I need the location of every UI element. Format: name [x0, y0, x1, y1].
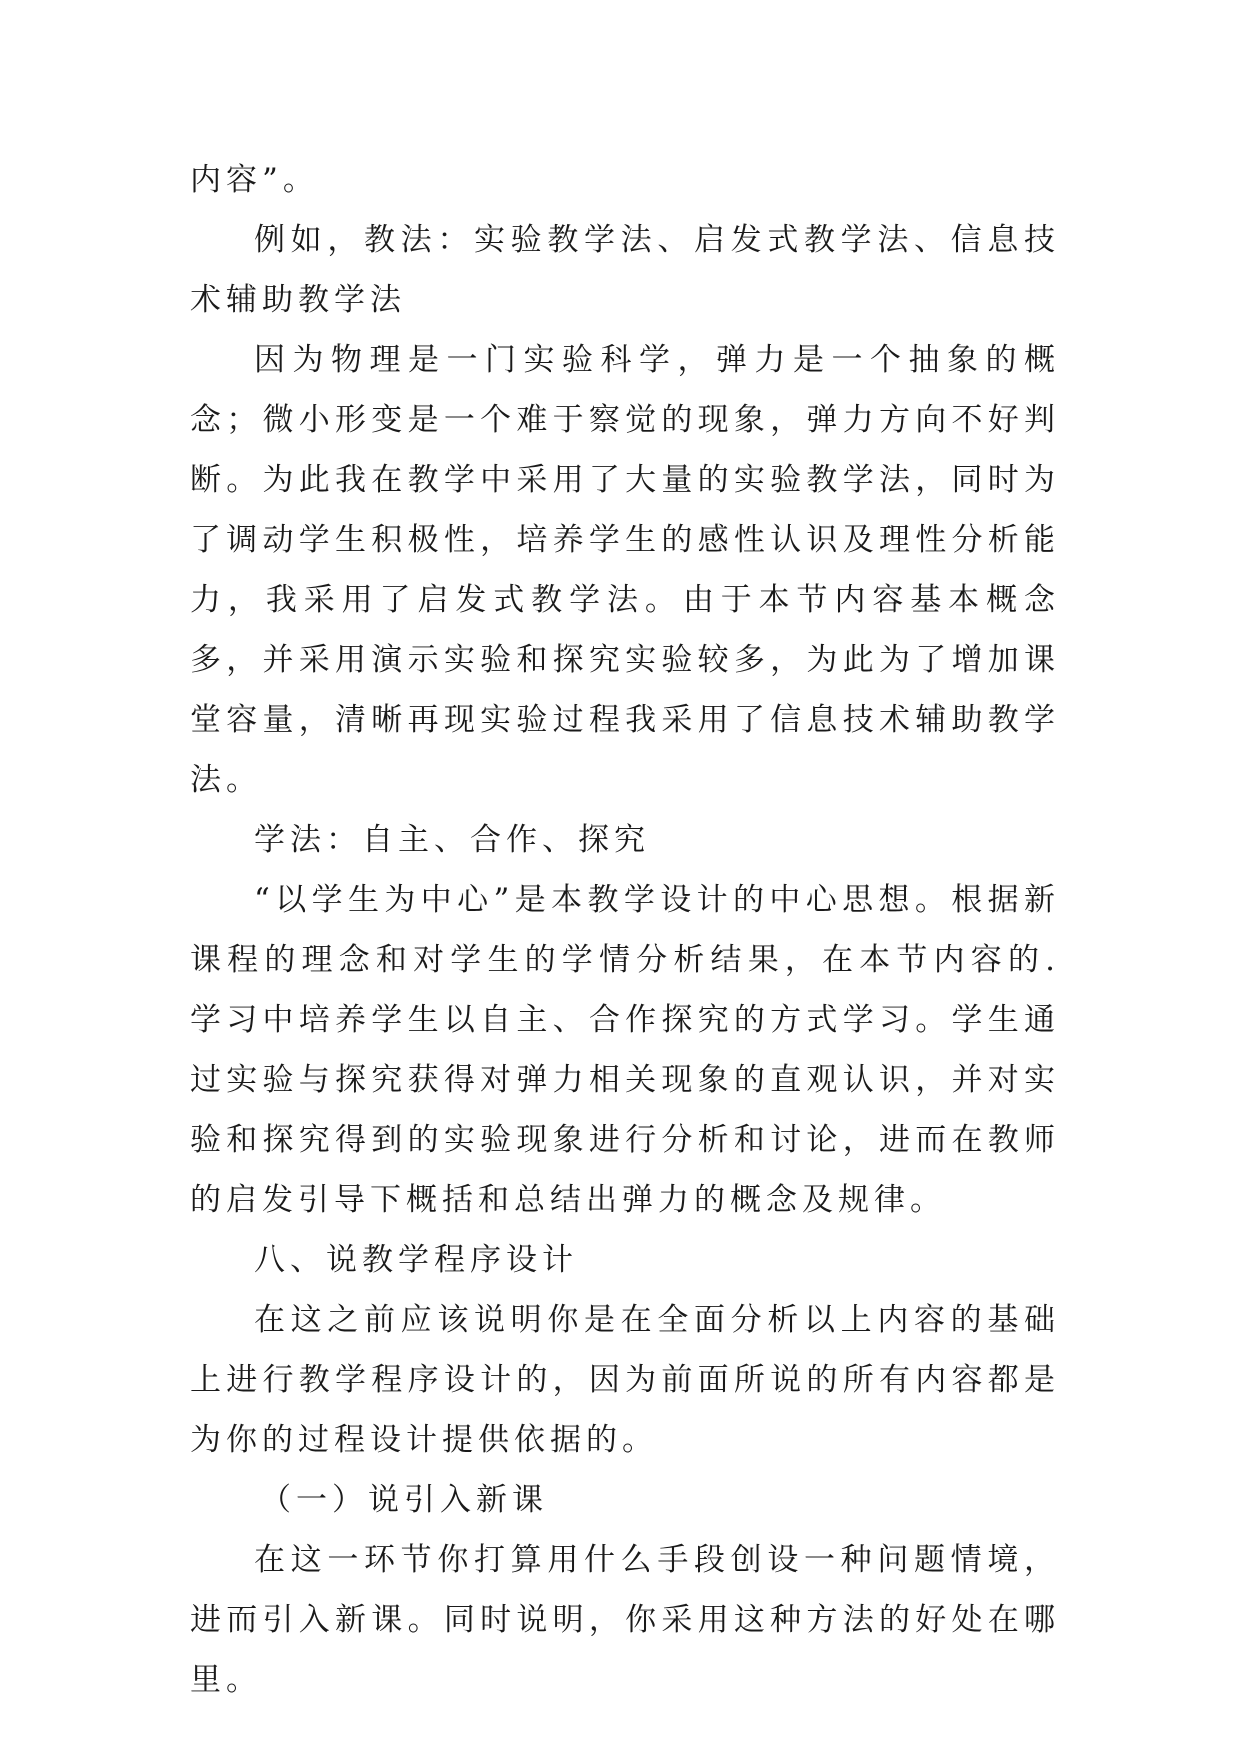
paragraph-continuation: 内容”。	[190, 162, 319, 198]
paragraph-learning-methods: 学法：自主、合作、探究	[254, 822, 650, 858]
paragraph-new-lesson: 在这一环节你打算用什么手段创设一种问题情境，进而引入新课。同时说明，你采用这种方法的好处在哪里。	[190, 1542, 1060, 1698]
paragraph-student-centered: “以学生为中心”是本教学设计的中心思想。根据新课程的理念和对学生的学情分析结果，在本节内容的.学习中培养学生以自主、合作探究的方式学习。学生通过实验与探究获得对弹力相关现象的直观认识，并对实验和探究得到的实验现象进行分析和讨论，进而在教师的启发引导下概括和总结出弹力的概念及规律。	[190, 882, 1060, 1218]
paragraph-procedure-intro: 在这之前应该说明你是在全面分析以上内容的基础上进行教学程序设计的，因为前面所说的所有内容都是为你的过程设计提供依据的。	[190, 1302, 1060, 1458]
document-body	[190, 150, 1060, 1710]
paragraph-teaching-methods: 例如，教法：实验教学法、启发式教学法、信息技术辅助教学法	[190, 222, 1060, 318]
subsection-heading-new-lesson: （一）说引入新课	[260, 1482, 548, 1518]
paragraph-teaching-methods-rationale: 因为物理是一门实验科学，弹力是一个抽象的概念；微小形变是一个难于察觉的现象，弹力方向不好判断。为此我在教学中采用了大量的实验教学法，同时为了调动学生积极性，培养学生的感性认识及理性分析能力，我采用了启发式教学法。由于本节内容基本概念多，并采用演示实验和探究实验较多，为此为了增加课堂容量，清晰再现实验过程我采用了信息技术辅助教学法。	[190, 342, 1060, 798]
section-heading-procedure-design: 八、说教学程序设计	[254, 1242, 578, 1278]
